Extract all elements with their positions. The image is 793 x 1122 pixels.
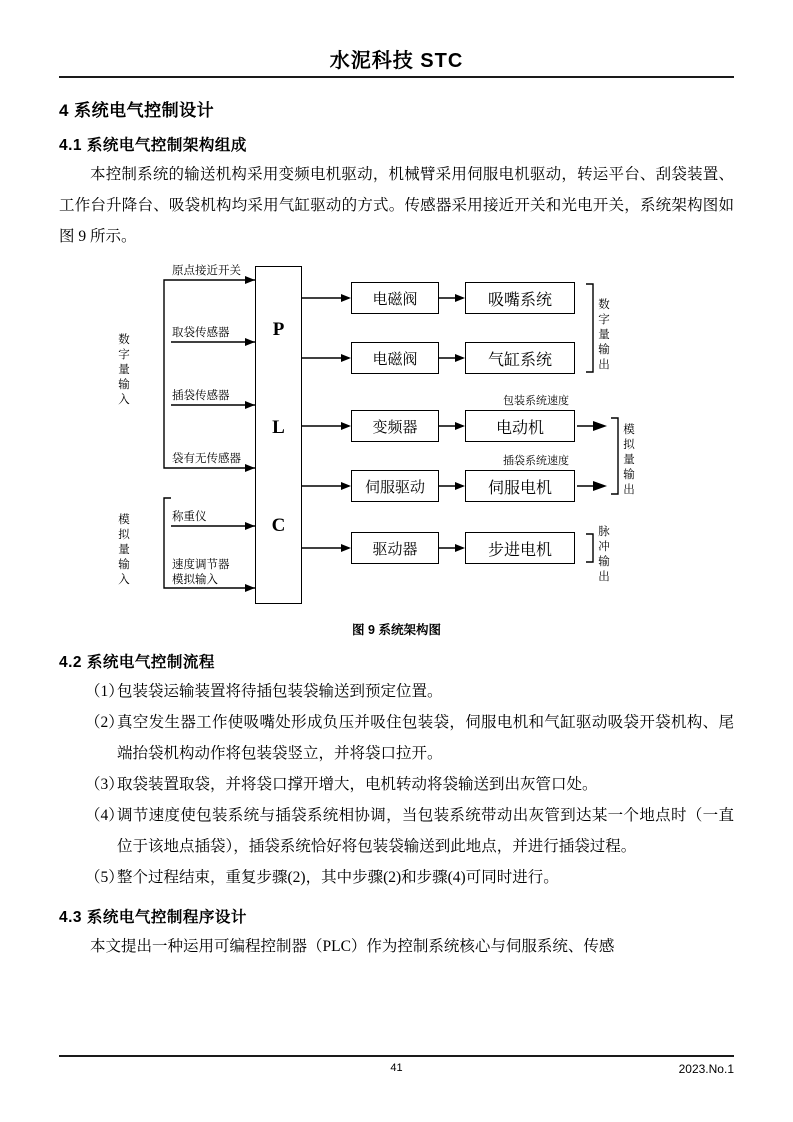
input-label-bag-presence-sensor: 袋有无传感器 bbox=[172, 453, 241, 465]
list-item bbox=[59, 800, 734, 862]
section-4-1-paragraph: 本控制系统的输送机构采用变频电机驱动，机械臂采用伺服电机驱动，转运平台、刮袋装置、工作台升降台、吸袋机构均采用气缸驱动的方式。传感器采用接近开关和光电开关，系统架构图如图 9 所示。 bbox=[59, 166, 734, 245]
digital-output-group-label: 数字量输出 bbox=[598, 299, 610, 371]
section-4-3-heading: 4.3 系统电气控制程序设计 bbox=[59, 909, 247, 926]
node-cylinder-system: 气缸系统 bbox=[465, 342, 575, 374]
pulse-output-group-label: 脉冲输出 bbox=[598, 526, 610, 583]
list-item bbox=[59, 676, 734, 707]
list-item bbox=[59, 862, 734, 893]
node-stepper-motor: 步进电机 bbox=[465, 532, 575, 564]
input-label-analog-input: 模拟输入 bbox=[172, 574, 218, 586]
page-content bbox=[59, 86, 734, 962]
input-label-origin-switch: 原点接近开关 bbox=[172, 265, 241, 277]
footer-divider bbox=[59, 1055, 734, 1057]
list-item bbox=[59, 707, 734, 769]
step-text: 调节速度使包装系统与插袋系统相协调，当包装系统带动出灰管到达某一个地点时（一直位于该地点插袋），插袋系统恰好将包装袋输送到此地点，并进行插袋过程。 bbox=[117, 807, 734, 855]
header-divider bbox=[59, 76, 734, 78]
node-electric-motor: 电动机 bbox=[465, 410, 575, 442]
figure-9-system-architecture bbox=[59, 258, 734, 618]
node-solenoid-valve-2: 电磁阀 bbox=[351, 342, 439, 374]
node-servo-motor: 伺服电机 bbox=[465, 470, 575, 502]
plc-letter-c: C bbox=[271, 515, 286, 536]
plc-letter-l: L bbox=[272, 417, 285, 438]
input-label-insert-sensor: 插袋传感器 bbox=[172, 390, 230, 402]
node-driver: 驱动器 bbox=[351, 532, 439, 564]
footer-page-number: 41 bbox=[390, 1062, 403, 1074]
section-4-heading: 4 系统电气控制设计 bbox=[59, 101, 215, 120]
list-item bbox=[59, 769, 734, 800]
section-4-3-paragraph: 本文提出一种运用可编程控制器（PLC）作为控制系统核心与伺服系统、传感 bbox=[90, 938, 615, 955]
step-number: （2） bbox=[85, 714, 124, 731]
node-suction-nozzle-system: 吸嘴系统 bbox=[465, 282, 575, 314]
step-text: 包装袋运输装置将待插包装袋输送到预定位置。 bbox=[117, 683, 443, 700]
node-frequency-converter: 变频器 bbox=[351, 410, 439, 442]
step-text: 真空发生器工作使吸嘴处形成负压并吸住包装袋，伺服电机和气缸驱动吸袋开袋机构、尾端抬袋机构动作将包装袋竖立，并将袋口拉开。 bbox=[117, 714, 734, 762]
step-number: （4） bbox=[85, 807, 124, 824]
step-text: 整个过程结束，重复步骤(2)，其中步骤(2)和步骤(4)可同时进行。 bbox=[117, 869, 559, 886]
step-number: （3） bbox=[85, 776, 124, 793]
process-steps-list bbox=[59, 676, 734, 893]
node-servo-drive: 伺服驱动 bbox=[351, 470, 439, 502]
digital-input-group-label: 数字量输入 bbox=[118, 334, 130, 406]
label-bag-insert-system-speed: 插袋系统速度 bbox=[503, 455, 569, 467]
plc-letter-p: P bbox=[272, 319, 285, 340]
figure-9-caption: 图 9 系统架构图 bbox=[352, 623, 441, 637]
section-4-2-heading: 4.2 系统电气控制流程 bbox=[59, 654, 215, 671]
analog-input-group-label: 模拟量输入 bbox=[118, 514, 130, 586]
page-header-title: 水泥科技 STC bbox=[329, 50, 464, 72]
step-text: 取袋装置取袋，并将袋口撑开增大，电机转动将袋输送到出灰管口处。 bbox=[117, 776, 598, 793]
plc-box bbox=[255, 266, 302, 604]
analog-output-group-label: 模拟量输出 bbox=[623, 424, 635, 496]
step-number: （5） bbox=[85, 869, 124, 886]
section-4-1-heading: 4.1 系统电气控制架构组成 bbox=[59, 137, 247, 154]
footer-issue: 2023.No.1 bbox=[678, 1062, 734, 1076]
node-solenoid-valve-1: 电磁阀 bbox=[351, 282, 439, 314]
input-label-speed-regulator: 速度调节器 bbox=[172, 559, 230, 571]
input-label-pickup-sensor: 取袋传感器 bbox=[172, 327, 230, 339]
label-packing-system-speed: 包装系统速度 bbox=[503, 395, 569, 407]
step-number: （1） bbox=[85, 683, 124, 700]
input-label-weighing-instrument: 称重仪 bbox=[172, 511, 207, 523]
